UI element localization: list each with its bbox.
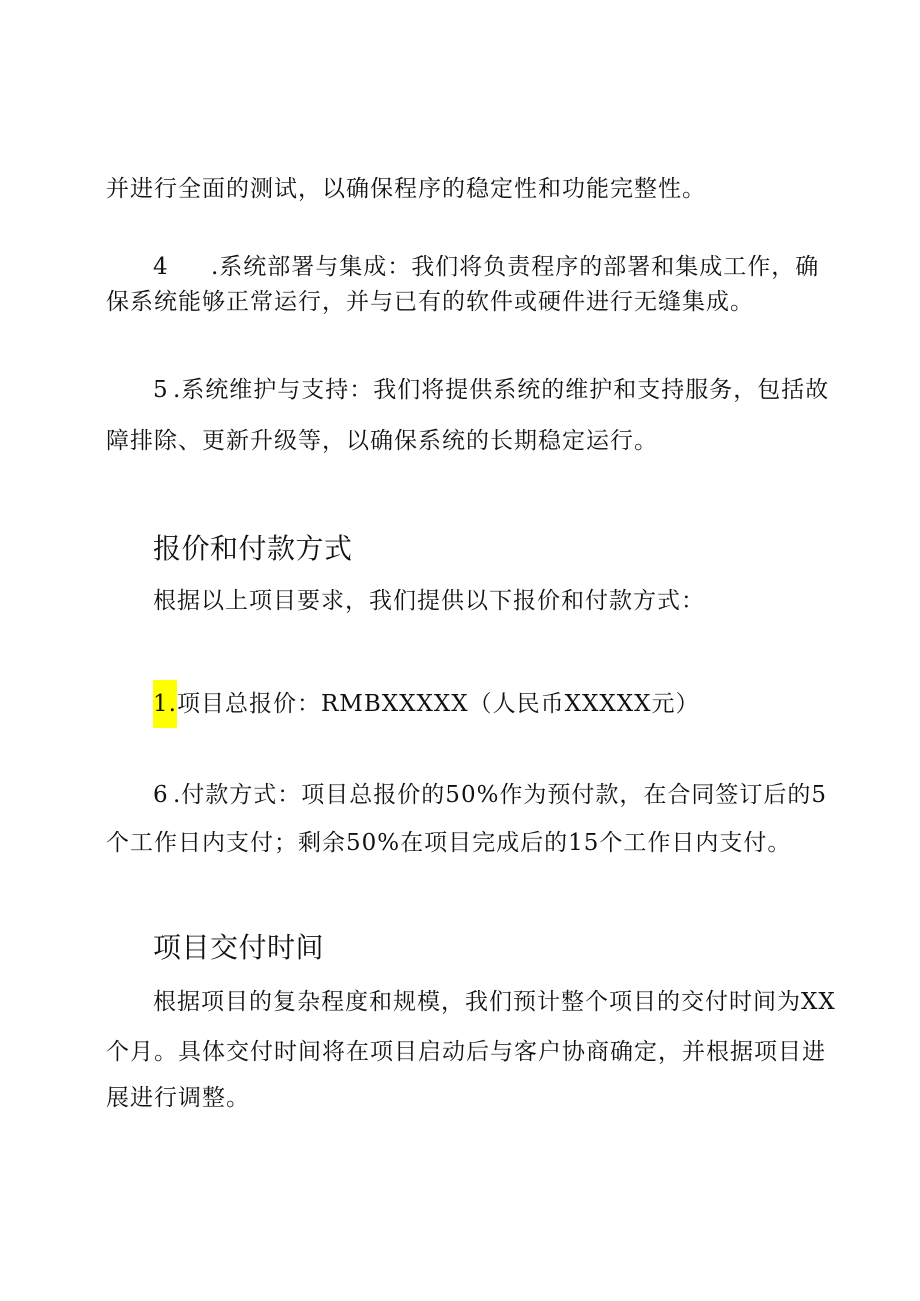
price-item-number-highlight: 1. [153, 680, 177, 728]
section-heading-delivery: 项目交付时间 [153, 931, 325, 964]
list-item-4-line-1 [153, 250, 819, 284]
list-item-5-line-2: 障排除、更新升级等，以确保系统的长期稳定运行。 [106, 428, 658, 454]
payment-item-line-1 [153, 778, 827, 812]
paragraph-testing-line-1: 并进行全面的测试，以确保程序的稳定性和功能完整性。 [106, 176, 706, 202]
list-item-5-text: .系统维护与支持：我们将提供系统的维护和支持服务，包括故 [173, 377, 830, 403]
delivery-line-1: 根据项目的复杂程度和规模，我们预计整个项目的交付时间为XX [153, 989, 836, 1015]
quote-intro: 根据以上项目要求，我们提供以下报价和付款方式： [153, 588, 705, 614]
section-heading-quote: 报价和付款方式 [153, 532, 353, 565]
list-item-5-line-1 [153, 373, 829, 407]
list-item-5-number: 5 [153, 377, 169, 403]
list-item-4-number: 4 [153, 254, 169, 280]
payment-item-line-2: 个工作日内支付；剩余50%在项目完成后的15个工作日内支付。 [106, 830, 792, 856]
payment-item-text: .付款方式：项目总报价的50%作为预付款，在合同签订后的5 [173, 782, 828, 808]
delivery-line-2: 个月。具体交付时间将在项目启动后与客户协商确定，并根据项目进 [106, 1039, 826, 1065]
list-item-4-text: .系统部署与集成：我们将负责程序的部署和集成工作，确 [211, 254, 820, 280]
price-item-text: 项目总报价：RMBXXXXX（人民币XXXXX元） [176, 691, 700, 717]
list-item-4-line-2: 保系统能够正常运行，并与已有的软件或硬件进行无缝集成。 [106, 289, 754, 315]
payment-item-number: 6 [153, 782, 169, 808]
price-item [153, 680, 699, 728]
delivery-line-3: 展进行调整。 [106, 1085, 250, 1111]
